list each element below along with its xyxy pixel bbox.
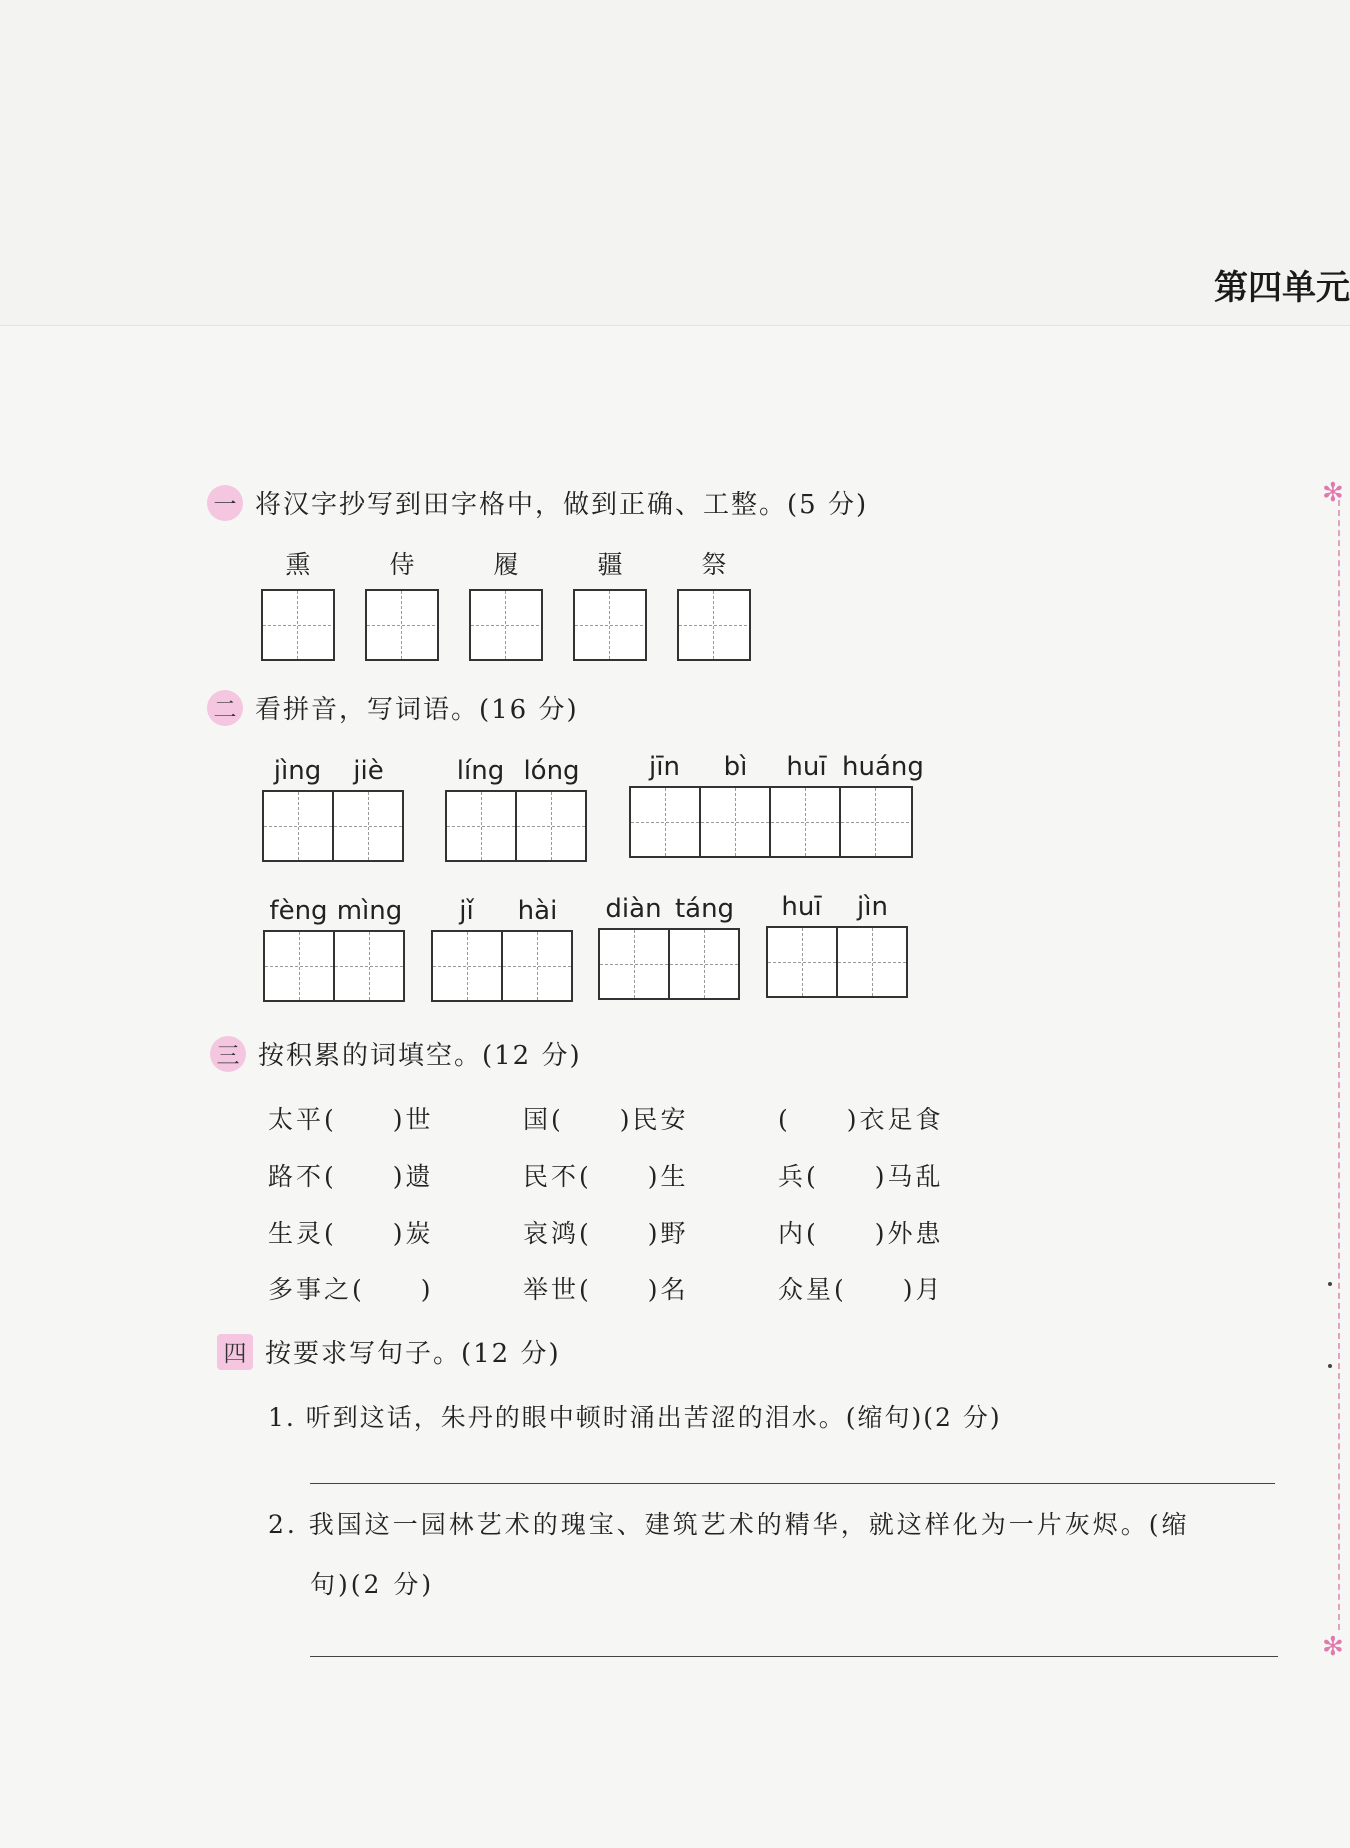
char-box-item: [261, 545, 335, 661]
model-character: 侍: [389, 550, 415, 579]
model-character: 祭: [701, 550, 727, 579]
model-character: 疆: [597, 550, 623, 579]
section-number-badge: 四: [217, 1334, 253, 1370]
idiom-blank[interactable]: 路不( )遗: [268, 1162, 434, 1191]
pinyin-word-item: [629, 752, 924, 858]
tianzige-grid[interactable]: [629, 786, 913, 858]
binding-margin-line: [1338, 500, 1340, 1630]
pinyin-word-item: [598, 894, 740, 1000]
char-box-item: [469, 545, 543, 661]
pinyin-word-item: [766, 892, 908, 998]
char-box-item: [677, 545, 751, 661]
pinyin-word-item: [445, 756, 587, 862]
model-character: 熏: [285, 550, 311, 579]
flower-deco-icon: ✻: [1322, 1632, 1344, 1662]
idiom-blank[interactable]: 民不( )生: [523, 1162, 689, 1191]
section-number-badge: 一: [207, 485, 243, 521]
idiom-blank[interactable]: 内( )外患: [778, 1219, 944, 1248]
pinyin-label: diàn táng: [605, 894, 735, 924]
question-2: [268, 1495, 1278, 1615]
idiom-blank[interactable]: 哀鸿( )野: [523, 1219, 689, 1248]
idiom-fill-row: [268, 1214, 1033, 1250]
section-3-header: [210, 1035, 582, 1072]
tianzige-grid[interactable]: [445, 790, 587, 862]
question-2-line-1: 2. 我国这一园林艺术的瑰宝、建筑艺术的精华，就这样化为一片灰烬。(缩: [268, 1510, 1190, 1539]
model-character: 履: [493, 550, 519, 579]
question-1: 1. 听到这话，朱丹的眼中顿时涌出苦涩的泪水。(缩句)(2 分): [268, 1403, 1002, 1432]
pinyin-label: líng lóng: [456, 756, 580, 786]
section-title: 按要求写句子。(12 分): [265, 1339, 561, 1369]
tianzige-grid[interactable]: [263, 930, 405, 1002]
tianzige-grid[interactable]: [469, 589, 543, 661]
pinyin-word-item: [431, 896, 573, 1002]
idiom-blank[interactable]: 多事之( ): [268, 1275, 434, 1304]
flower-deco-icon: ✻: [1322, 478, 1344, 508]
question-2-line-2: 句)(2 分): [310, 1570, 435, 1599]
pinyin-label: jīn bì huī huáng: [649, 752, 924, 782]
idiom-blank[interactable]: 国( )民安: [523, 1105, 689, 1134]
pinyin-label: jǐ hài: [459, 896, 558, 926]
tianzige-grid[interactable]: [766, 926, 908, 998]
unit-title: 第四单元: [1214, 268, 1350, 308]
tianzige-grid[interactable]: [261, 589, 335, 661]
section-title: 将汉字抄写到田字格中，做到正确、工整。(5 分): [255, 490, 869, 520]
pinyin-label: huī jìn: [781, 892, 888, 922]
answer-line[interactable]: [310, 1656, 1278, 1657]
section-4-header: [217, 1333, 561, 1370]
section-number-badge: 三: [210, 1036, 246, 1072]
section-number-badge: 二: [207, 690, 243, 726]
idiom-blank[interactable]: 生灵( )炭: [268, 1219, 434, 1248]
tianzige-grid[interactable]: [598, 928, 740, 1000]
pinyin-label: jìng jiè: [273, 756, 384, 786]
section-title: 看拼音，写词语。(16 分): [255, 695, 579, 725]
idiom-fill-row: [268, 1157, 1033, 1193]
idiom-fill-row: [268, 1100, 1033, 1136]
tianzige-grid[interactable]: [573, 589, 647, 661]
header-band: [0, 0, 1350, 326]
margin-dot: [1328, 1282, 1332, 1286]
tianzige-grid[interactable]: [262, 790, 404, 862]
pinyin-word-item: [263, 896, 405, 1002]
idiom-blank[interactable]: ( )衣足食: [778, 1105, 944, 1134]
idiom-blank[interactable]: 举世( )名: [523, 1275, 689, 1304]
tianzige-grid[interactable]: [677, 589, 751, 661]
pinyin-label: fèng mìng: [269, 896, 403, 926]
section-2-header: [207, 689, 579, 726]
idiom-blank[interactable]: 兵( )马乱: [778, 1162, 944, 1191]
margin-dot: [1328, 1364, 1332, 1368]
idiom-blank[interactable]: 太平( )世: [268, 1105, 434, 1134]
idiom-blank[interactable]: 众星( )月: [778, 1275, 944, 1304]
answer-line[interactable]: [310, 1483, 1275, 1484]
char-box-item: [573, 545, 647, 661]
section-1-header: [207, 484, 868, 521]
char-box-item: [365, 545, 439, 661]
idiom-fill-row: [268, 1270, 1033, 1306]
section-title: 按积累的词填空。(12 分): [258, 1041, 582, 1071]
tianzige-grid[interactable]: [365, 589, 439, 661]
pinyin-word-item: [262, 756, 404, 862]
tianzige-grid[interactable]: [431, 930, 573, 1002]
